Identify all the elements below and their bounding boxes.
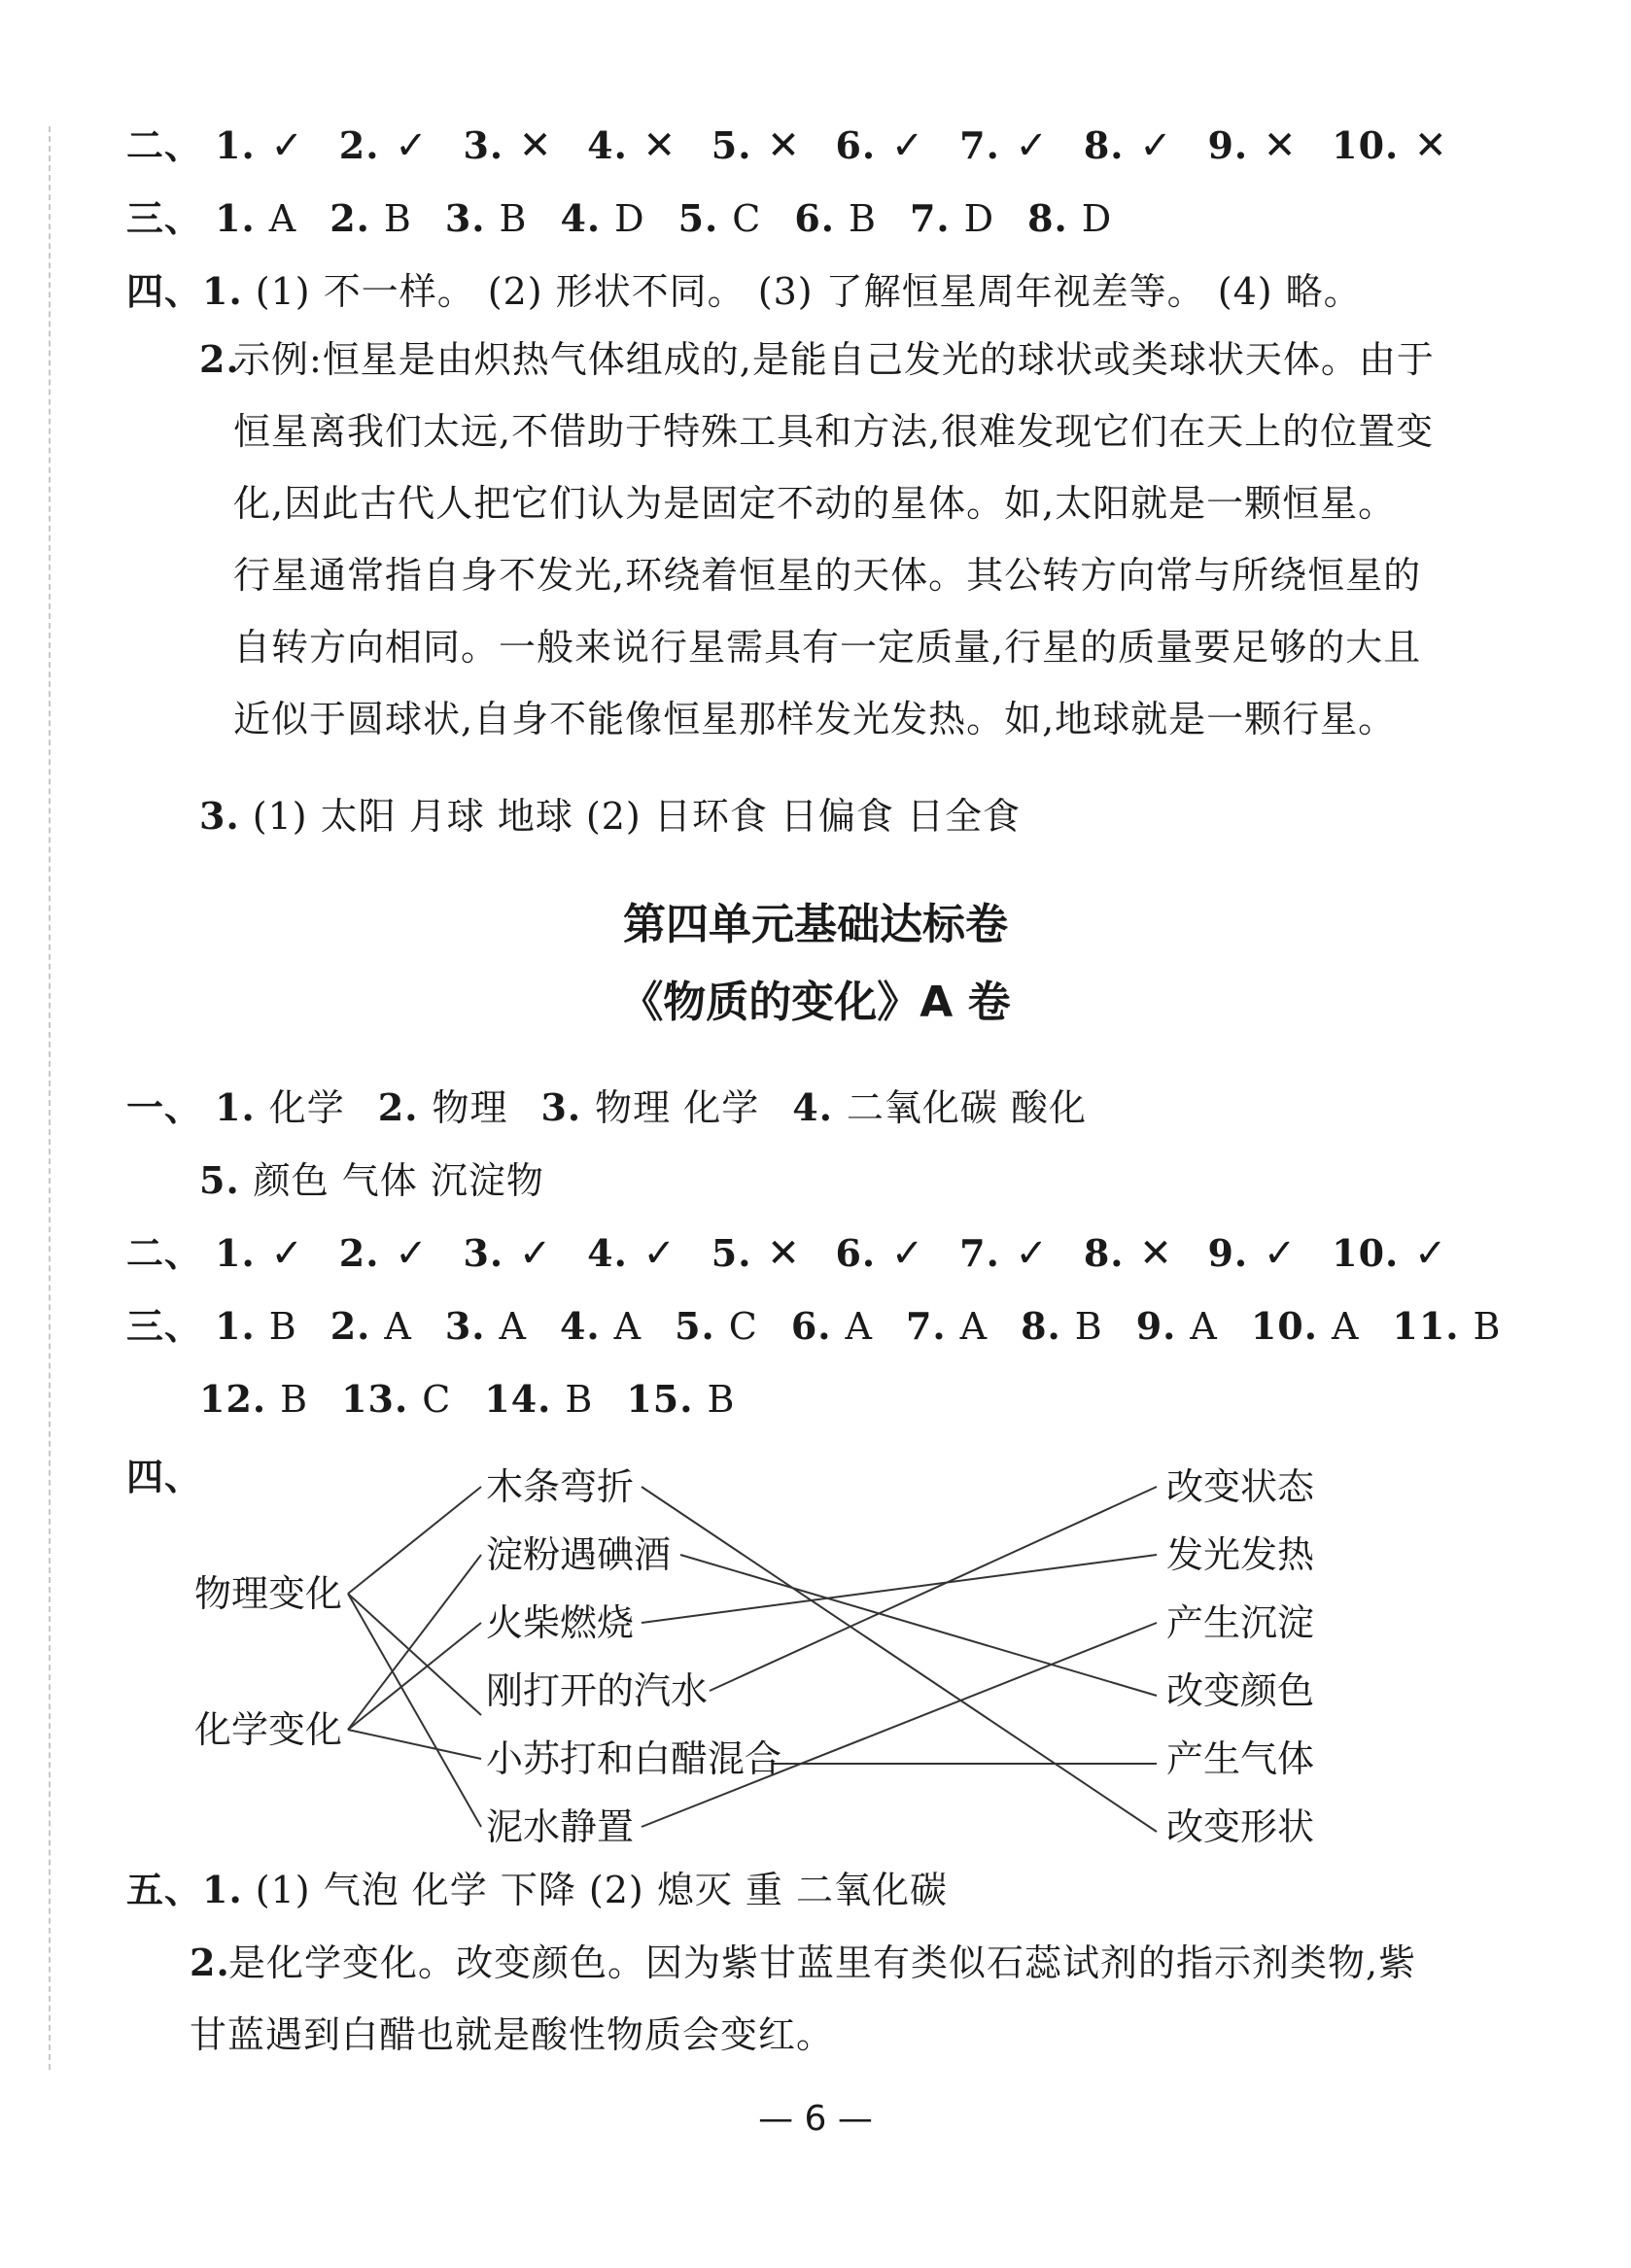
- match-line: [680, 1555, 1157, 1696]
- match-right-item: 改变颜色: [1166, 1669, 1315, 1712]
- judgement-mark: ✓: [1015, 1231, 1050, 1276]
- answer-text: (1) 不一样。 (2) 形状不同。 (3) 了解恒星周年视差等。 (4) 略。: [255, 270, 1362, 313]
- answer-value: B: [499, 197, 528, 240]
- section-label: 五、: [126, 1868, 203, 1911]
- question-number: 5.: [711, 123, 752, 167]
- unit-subtitle: 《物质的变化》A 卷: [620, 978, 1011, 1027]
- answer-text: (1) 太阳 月球 地球 (2) 日环食 日偏食 日全食: [252, 795, 1021, 838]
- answer-item: [959, 124, 1051, 167]
- answer-item: [1332, 124, 1449, 167]
- match-middle-item: 火柴燃烧: [486, 1601, 635, 1644]
- section-label: 二、: [126, 1231, 203, 1275]
- answer-item: [339, 1232, 431, 1275]
- unit4-section1-line1: [126, 1083, 1120, 1132]
- question-number: 1.: [215, 1085, 256, 1129]
- answer-item: [463, 124, 554, 167]
- match-right-item: 产生沉淀: [1166, 1601, 1315, 1644]
- answer-item: [1251, 1305, 1360, 1348]
- part1-section4-q1: [126, 267, 1362, 316]
- answer-item: [1207, 124, 1299, 167]
- match-middle-item: 小苏打和白醋混合: [486, 1737, 782, 1780]
- question-number: 9.: [1135, 1304, 1177, 1348]
- paragraph-line: 行星通常指自身不发光,环绕着恒星的天体。其公转方向常与所绕恒星的: [233, 554, 1422, 597]
- judgement-mark: ✕: [767, 123, 801, 168]
- judgement-mark: ✓: [642, 1231, 677, 1276]
- judgement-mark: ✓: [518, 1231, 553, 1276]
- section-label: 三、: [126, 1304, 203, 1348]
- answer-item: [1136, 1305, 1218, 1348]
- question-number: 1.: [215, 196, 256, 240]
- answer-value: 物理: [432, 1086, 508, 1129]
- match-line: [348, 1555, 481, 1730]
- match-line: [710, 1487, 1157, 1691]
- question-number: 4.: [559, 1304, 601, 1348]
- question-number: 4.: [587, 123, 628, 167]
- match-line: [348, 1623, 481, 1730]
- match-line: [642, 1555, 1157, 1623]
- question-number: 6.: [794, 196, 836, 240]
- question-number: 3.: [540, 1085, 582, 1129]
- paragraph-line: 甘蓝遇到白醋也就是酸性物质会变红。: [190, 2013, 835, 2056]
- answer-item: [959, 1232, 1051, 1275]
- answer-value: A: [845, 1305, 873, 1348]
- judgement-mark: ✕: [518, 123, 553, 168]
- answer-item: [835, 124, 926, 167]
- answer-value: C: [732, 197, 762, 240]
- section-label: 一、: [126, 1085, 203, 1129]
- answer-item: [675, 1305, 758, 1348]
- judgement-mark: ✕: [767, 1231, 801, 1276]
- question-number: 2.: [338, 1231, 380, 1275]
- unit4-section4-label: [126, 1453, 202, 1501]
- answer-item: [339, 124, 431, 167]
- answer-value: B: [707, 1378, 736, 1421]
- judgement-mark: ✓: [1414, 1231, 1448, 1276]
- question-number: 2.: [199, 337, 240, 381]
- question-number: 1.: [202, 269, 243, 313]
- question-number: 6.: [835, 123, 877, 167]
- answer-item: [711, 1232, 803, 1275]
- question-number: 2.: [330, 196, 370, 240]
- question-number: 3.: [199, 794, 240, 838]
- question-number: 5.: [677, 196, 719, 240]
- question-number: 6.: [835, 1231, 877, 1275]
- paragraph-line: 是化学变化。改变颜色。因为紫甘蓝里有类似石蕊试剂的指示剂类物,紫: [228, 1942, 1417, 1984]
- answer-value: A: [613, 1305, 642, 1348]
- answer-value: D: [963, 197, 995, 240]
- paragraph-line: 恒星离我们太远,不借助于特殊工具和方法,很难发现它们在天上的位置变: [233, 410, 1435, 453]
- answer-value: B: [1473, 1305, 1502, 1348]
- answer-value: C: [422, 1378, 452, 1421]
- part1-section2-line: [126, 121, 1482, 170]
- question-number: 7.: [959, 1231, 1000, 1275]
- question-number: 5.: [675, 1304, 715, 1348]
- answer-item: [835, 1232, 926, 1275]
- question-number: 9.: [1207, 123, 1249, 167]
- answer-value: A: [499, 1305, 527, 1348]
- judgement-mark: ✕: [1414, 123, 1448, 168]
- section-label: 四、: [126, 1455, 203, 1498]
- question-number: 15.: [626, 1377, 694, 1421]
- paragraph-line: 示例:恒星是由炽热气体组成的,是能自己发光的球状或类球状天体。由于: [233, 338, 1435, 381]
- answer-item: [215, 1086, 345, 1129]
- question-number: 3.: [463, 1231, 504, 1275]
- page-number: — 6 —: [758, 2099, 873, 2139]
- judgement-mark: ✓: [270, 1231, 305, 1276]
- answer-item: [378, 1086, 508, 1129]
- answer-value: B: [280, 1378, 309, 1421]
- answer-item: [587, 1232, 678, 1275]
- question-number: 7.: [909, 196, 951, 240]
- section-label: 三、: [126, 196, 203, 240]
- answer-item: [215, 1232, 306, 1275]
- question-number: 6.: [790, 1304, 832, 1348]
- match-left-item: 化学变化: [194, 1708, 343, 1751]
- part1-section3-line: [126, 194, 1145, 243]
- question-number: 5.: [199, 1158, 240, 1202]
- question-number: 1.: [215, 1304, 256, 1348]
- judgement-mark: ✓: [395, 123, 429, 168]
- answer-item: [1027, 197, 1112, 240]
- match-right-item: 产生气体: [1166, 1737, 1315, 1780]
- answer-value: D: [614, 197, 645, 240]
- question-number: 5.: [711, 1231, 752, 1275]
- answer-item: [199, 1378, 308, 1421]
- judgement-mark: ✕: [1263, 123, 1298, 168]
- section-label: 四、: [126, 269, 203, 313]
- question-number: 13.: [341, 1377, 409, 1421]
- answer-item: [560, 1305, 642, 1348]
- answer-value: A: [959, 1305, 989, 1348]
- answer-value: 物理 化学: [595, 1086, 760, 1129]
- unit4-section1-line2: [199, 1156, 577, 1205]
- answer-item: [215, 197, 296, 240]
- judgement-mark: ✓: [890, 1231, 925, 1276]
- answer-text: (1) 气泡 化学 下降 (2) 熄灭 重 二氧化碳: [255, 1869, 948, 1911]
- match-right-item: 发光发热: [1166, 1533, 1315, 1576]
- match-line: [348, 1594, 481, 1715]
- question-number: 4.: [560, 196, 602, 240]
- question-number: 1.: [202, 1868, 243, 1911]
- answer-item: [1084, 124, 1175, 167]
- answer-item: [1084, 1232, 1175, 1275]
- binding-margin-line: [49, 126, 51, 2070]
- answer-item: [215, 124, 306, 167]
- judgement-mark: ✓: [1139, 123, 1173, 168]
- answer-value: D: [1081, 197, 1113, 240]
- answer-item: [560, 197, 644, 240]
- question-number: 1.: [215, 1231, 256, 1275]
- answer-value: A: [1190, 1305, 1218, 1348]
- match-middle-item: 刚打开的汽水: [486, 1669, 709, 1712]
- unit4-section2-line: [126, 1229, 1482, 1278]
- judgement-mark: ✓: [270, 123, 305, 168]
- paragraph-line: 自转方向相同。一般来说行星需具有一定质量,行星的质量要足够的大且: [233, 626, 1422, 669]
- answer-value: A: [1331, 1305, 1360, 1348]
- paragraph-line: 化,因此古代人把它们认为是固定不动的星体。如,太阳就是一颗恒星。: [233, 482, 1397, 525]
- answer-item: [626, 1378, 735, 1421]
- answer-value: B: [849, 197, 877, 240]
- answer-item: [215, 1305, 297, 1348]
- answer-item: [678, 197, 762, 240]
- question-number: 12.: [199, 1377, 267, 1421]
- answer-value: B: [383, 197, 412, 240]
- match-right-item: 改变形状: [1166, 1805, 1315, 1848]
- judgement-mark: ✓: [1015, 123, 1050, 168]
- judgement-mark: ✕: [1139, 1231, 1173, 1276]
- answer-value: B: [268, 1305, 297, 1348]
- unit4-section5-q2-number: [190, 1939, 230, 1987]
- question-number: 8.: [1083, 1231, 1125, 1275]
- match-middle-item: 泥水静置: [486, 1805, 635, 1848]
- answer-item: [910, 197, 994, 240]
- match-line: [348, 1730, 481, 1759]
- answer-value: 二氧化碳 酸化: [846, 1086, 1088, 1129]
- answer-value: A: [268, 197, 297, 240]
- question-number: 1.: [215, 123, 256, 167]
- answer-item: [1021, 1305, 1103, 1348]
- judgement-mark: ✓: [890, 123, 925, 168]
- question-number: 10.: [1332, 123, 1400, 167]
- match-line: [348, 1487, 481, 1594]
- match-right-item: 改变状态: [1166, 1465, 1315, 1508]
- answer-item: [791, 1305, 873, 1348]
- question-number: 9.: [1207, 1231, 1249, 1275]
- judgement-mark: ✓: [395, 1231, 429, 1276]
- question-number: 7.: [905, 1304, 947, 1348]
- answer-item: [1392, 1305, 1501, 1348]
- judgement-mark: ✓: [1263, 1231, 1298, 1276]
- question-number: 4.: [792, 1085, 833, 1129]
- question-number: 8.: [1083, 123, 1125, 167]
- answer-item: [463, 1232, 554, 1275]
- question-number: 8.: [1027, 196, 1068, 240]
- question-number: 8.: [1021, 1304, 1061, 1348]
- answer-item: [792, 1086, 1087, 1129]
- question-number: 2.: [338, 123, 380, 167]
- match-middle-item: 木条弯折: [486, 1465, 635, 1508]
- answer-item: [484, 1378, 593, 1421]
- question-number: 3.: [444, 1304, 486, 1348]
- question-number: 4.: [587, 1231, 628, 1275]
- question-number: 11.: [1392, 1304, 1460, 1348]
- question-number: 3.: [444, 196, 486, 240]
- match-line: [348, 1594, 481, 1827]
- question-number: 3.: [463, 123, 504, 167]
- question-number: 2.: [377, 1085, 419, 1129]
- unit4-section3-line1: [126, 1302, 1534, 1351]
- answer-item: [587, 124, 678, 167]
- question-number: 2.: [190, 1941, 230, 1984]
- answer-value: B: [1074, 1305, 1103, 1348]
- question-number: 14.: [484, 1377, 552, 1421]
- answer-item: [794, 197, 877, 240]
- answer-item: [906, 1305, 988, 1348]
- unit4-section3-line2: [199, 1375, 768, 1424]
- unit4-section5-q1: [126, 1866, 948, 1914]
- part1-section4-q3: [199, 792, 1021, 841]
- answer-item: [445, 197, 528, 240]
- answer-value: 颜色 气体 沉淀物: [253, 1159, 544, 1202]
- answer-item: [711, 124, 803, 167]
- question-number: 2.: [330, 1304, 371, 1348]
- answer-value: C: [728, 1305, 758, 1348]
- answer-value: 化学: [268, 1086, 345, 1129]
- answer-item: [540, 1086, 759, 1129]
- answer-item: [330, 197, 412, 240]
- answer-value: B: [565, 1378, 594, 1421]
- match-left-item: 物理变化: [194, 1572, 343, 1615]
- match-line: [642, 1623, 1157, 1827]
- match-middle-item: 淀粉遇碘酒: [486, 1533, 672, 1576]
- paragraph-line: 近似于圆球状,自身不能像恒星那样发光发热。如,地球就是一颗行星。: [233, 698, 1397, 740]
- answer-item: [341, 1378, 451, 1421]
- answer-value: A: [384, 1305, 412, 1348]
- answer-item: [445, 1305, 527, 1348]
- question-number: 7.: [959, 123, 1000, 167]
- judgement-mark: ✕: [642, 123, 677, 168]
- section-label: 二、: [126, 123, 203, 167]
- question-number: 10.: [1332, 1231, 1400, 1275]
- answer-item: [199, 1159, 544, 1202]
- unit-title: 第四单元基础达标卷: [623, 900, 1008, 949]
- answer-item: [1207, 1232, 1299, 1275]
- question-number: 10.: [1250, 1304, 1318, 1348]
- answer-item: [1332, 1232, 1449, 1275]
- answer-item: [330, 1305, 412, 1348]
